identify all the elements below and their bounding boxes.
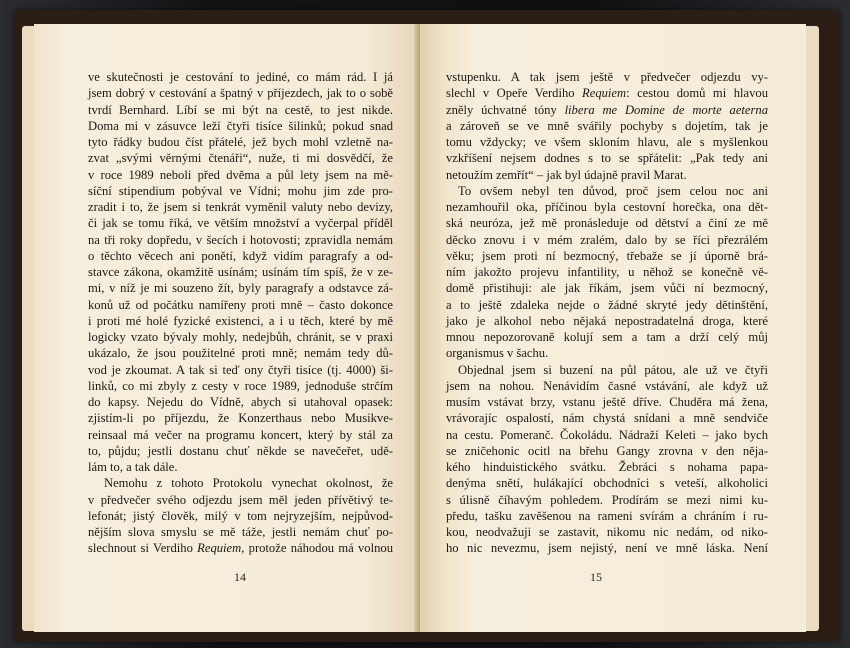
text-line: síční stipendium pobýval ve Vídni; mohu jim zde pro-: [88, 183, 393, 198]
text-line: tomu vždycky; ve všem skloním hlavu, ale s myšlenkou: [446, 135, 768, 149]
text-line: tyto řádky budou číst přátelé, jež bych mohl vzletně na-: [88, 135, 393, 149]
text-line: vrávorajíc ospalostí, nám chystá snídani a mně sendviče: [446, 411, 768, 426]
text-line: linků, co mi zbyly z cesty v roce 1989, jednoduše strčím: [88, 378, 393, 393]
page-edges-right: [805, 26, 819, 631]
text-line: mi, v níž je mi souzeno žít, byly paragrafy a odstavce zá-: [88, 281, 393, 296]
text-line: konů už od počátku namířeny proti mně – často dokonce: [88, 297, 393, 312]
text-line: lám to, a tak dále.: [88, 460, 178, 474]
text-line: denýma snětí, hulákající obchodníci s veteší, alkoholici: [446, 476, 768, 491]
text-line: v roce 1989 neboli před dvěma a půl lety jsem na mě-: [88, 167, 393, 182]
text-line: v předvečer svého odjezdu jsem měl jeden přívětivý te-: [88, 492, 393, 507]
text-line: s úlisně číhavým pohledem. Prodírám se mezi nimi ku-: [446, 492, 768, 507]
text-line: jako je alkohol nebo nějaká nepostradatelná droga, které: [446, 313, 768, 328]
left-page-number: 14: [234, 570, 246, 584]
text-line: organismus v šachu.: [446, 346, 549, 361]
text-line: a zároveň se ve mně svářily pochyby s dojetím, tak je: [446, 118, 768, 133]
text-line: zjistím-li po příjezdu, že Konzerthaus nebo Musikve-: [88, 411, 393, 426]
text-line: vod je zkoumat. A tak si teď ony čtyři tisíce (tj. 4000) ši-: [88, 362, 393, 377]
left-page: [34, 24, 420, 632]
text-line: nezamhouřil oka, příčinou byla cestovní horečka, ona dět-: [446, 200, 768, 214]
text-line: stavce zákona, okamžitě usínám; usínám tím spíš, že v ze-: [88, 265, 393, 279]
text-line: slechnout si Verdiho Requiem, protože náhodou má volnou: [88, 541, 393, 556]
text-line: reinsaal má večer na programu koncert, který by stál za: [88, 427, 393, 442]
text-line: ukázalo, že jsou použitelné proti mně; nemám tedy dů-: [88, 346, 393, 361]
text-line: zněly úchvatné tóny libera me Domine de morte aeterna: [446, 102, 768, 117]
text-line: ská neuróza, jež mě pronásleduje od dětství a činí ze mě: [446, 216, 768, 231]
right-page: [420, 24, 806, 632]
text-line: lefonát; jistý člověk, milý v tom nejryzejším, nejpůvod-: [88, 508, 393, 523]
text-line: netoužím zemřít“ – jak byl údajně pravil Marat.: [446, 167, 687, 182]
text-line: jsem dobrý v cestování a špatný v příjezdech, jak to o sobě: [88, 86, 393, 101]
text-line: tvrdí Bernhard. Líbí se mi být na cestě, to jest nikde.: [88, 102, 393, 117]
text-line: mnou nepozorovaně kolují sem a tam a drží celý můj: [446, 330, 768, 344]
text-line: ho nic nevezmu, jsem nejistý, není ve mně láska. Není: [446, 541, 768, 556]
text-line: To ovšem nebyl ten důvod, proč jsem celou noc ani: [458, 183, 768, 198]
text-line: Objednal jsem si buzení na půl pátou, ale už ve čtyři: [458, 362, 768, 377]
text-line: ním jakožto projevu infantility, u něhož se konečně vě-: [446, 265, 768, 279]
text-line: i proti mé holé fyzické existenci, a i u těch, které by mě: [88, 313, 393, 328]
text-line: Nemohu z tohoto Protokolu vynechat okolnost, že: [104, 476, 393, 491]
text-line: slechl v Opeře Verdiho Requiem: cestou domů mi hlavou: [446, 86, 768, 101]
text-line: do kapsy. Nejedu do Vídně, abych si utahoval opasek:: [88, 395, 393, 409]
text-line: na cestu. Pomeranč. Čokoládu. Nádraží Keleti – jako bych: [446, 427, 768, 442]
text-line: musím vstávat brzy, vstanu ještě dříve. Chuděra má žena,: [446, 395, 768, 409]
text-line: Doma mi v zásuvce leží čtyři tisíce šilinků; pokud snad: [88, 118, 393, 133]
text-line: kého hinduistického svátku. Žebráci s nohama papa-: [446, 460, 768, 474]
text-line: kou, neodvažuji se zastavit, nikomu nic nedám, od niko-: [446, 525, 768, 539]
text-line: na tři roky dopředu, v šecích i hotovosti; zpravidla nemám: [88, 232, 393, 247]
text-line: zvat „svými věrnými čtenáři“, nuže, ti mi dosvědčí, že: [88, 151, 393, 166]
text-line: se zničehonic ocitl na břehu Gangy zrovna v den něja-: [446, 443, 768, 458]
text-line: nějším slova smyslu se mě táže, jestli nemám chuť po-: [88, 525, 393, 539]
text-line: vzkříšení nejsem dodnes s to se spřátelit: „Pak tedy ani: [446, 151, 768, 166]
text-line: předu, tašku zavěšenou na rameni svírám a chráním i ru-: [446, 508, 768, 523]
right-page-number: 15: [590, 570, 602, 584]
text-line: či jak se tomu říká, ve větším množství a vyčerpal příděl: [88, 216, 393, 231]
text-line: ve skutečnosti je cestování to jediné, co mám rád. I já: [88, 70, 393, 84]
text-line: jsem na nohou. Nenávidím časné vstávání, ale když už: [446, 378, 768, 393]
text-line: logicky vzato bývaly mohly, nedejbůh, chránit, se v praxi: [88, 330, 393, 344]
text-line: věku; jsem proti ní bezmocný, třebaže se jí úporně brá-: [446, 248, 768, 263]
text-line: o těchto věcech ani ponětí, když vidím paragrafy a od-: [88, 248, 393, 263]
text-line: domě přistihuji: ale jak říkám, jsem vůči ní bezmocný,: [446, 281, 768, 296]
text-line: vstupenku. A tak jsem ještě v předvečer odjezdu vy-: [446, 70, 768, 84]
text-line: to, půjdu; jestli dostanu chuť někde se navečeřet, udě-: [88, 443, 393, 458]
text-line: děcko znovu i v mém zralém, dalo by se říci přezrálém: [446, 232, 768, 247]
text-line: zradit i to, že jsem si tenkrát vyměnil valuty nebo devizy,: [88, 200, 393, 214]
text-line: a to ještě zdaleka nejde o žádné skryté jedy dětinštění,: [446, 297, 768, 312]
